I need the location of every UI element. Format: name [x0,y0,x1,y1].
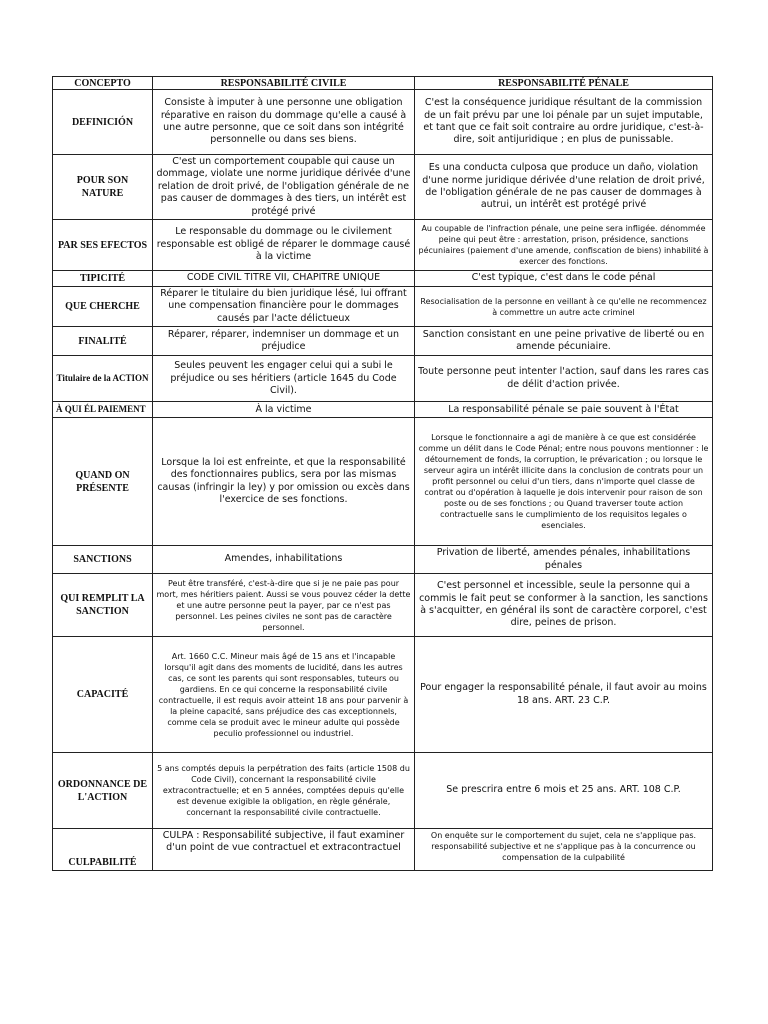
row-culpabilite [53,829,713,871]
civil-cell: À la victime [153,402,415,418]
header-row [53,77,713,90]
header-penal: RESPONSABILITÉ PÉNALE [415,77,713,90]
header-civil: RESPONSABILITÉ CIVILE [153,77,415,90]
row-ordonnance [53,753,713,829]
row-quand-on-presente [53,418,713,546]
concept-cell: À QUI ÉL PAIEMENT [53,402,153,418]
penal-cell: Resocialisation de la personne en veillant à ce qu'elle ne recommencez à commettre un autre acte criminel [415,287,713,327]
row-paiement [53,402,713,418]
penal-cell: C'est la conséquence juridique résultant de la commission de un fait prévu par une loi pénale par un sujet imputable, et tant que ce fait soit contraire au ordre juridique, c'est-à-dire, soit antijuridique ; en plus de punissable. [415,90,713,155]
row-titulaire [53,356,713,402]
penal-cell: Toute personne peut intenter l'action, sauf dans les rares cas de délit d'action privée. [415,356,713,402]
concept-cell: ORDONNANCE DE L'ACTION [53,753,153,829]
civil-cell: Le responsable du dommage ou le civilement responsable est obligé de réparer le dommage causé à la victime [153,220,415,271]
penal-cell: La responsabilité pénale se paie souvent à l'État [415,402,713,418]
concept-cell: PAR SES EFECTOS [53,220,153,271]
concept-cell: CULPABILITÉ [53,829,153,871]
concept-cell: FINALITÉ [53,327,153,356]
concept-cell: POUR SON NATURE [53,155,153,220]
civil-cell: Lorsque la loi est enfreinte, et que la responsabilité des fonctionnaires publics, sera por las mismas causas (infringir la ley) y por omission ou excès dans l'exercice de ses fonctions. [153,418,415,546]
concept-cell: Titulaire de la ACTION [53,356,153,402]
civil-cell: Réparer, réparer, indemniser un dommage et un préjudice [153,327,415,356]
concept-cell: QUI REMPLIT LA SANCTION [53,574,153,637]
civil-cell: Peut être transféré, c'est-à-dire que si je ne paie pas pour mort, mes héritiers paient. Aussi se vous pouvez céder la dette et une autre personne peut la payer, par ce n'est pas personnel. Les peines civiles ne sont pas de caractère personnel. [153,574,415,637]
penal-cell: Lorsque le fonctionnaire a agi de manière à ce que est considérée comme un délit dans le Code Pénal; entre nous pouvons mentionner : le détournement de fonds, la corruption, le prévarication ; ou lorsque le serveur agira un intérêt illicite dans la conclusion de contrats pour un profit personnel ou celui d'un tiers, dans n'importe quel classe de contrat ou d'opération à laquelle je dois intervenir pour raison de son poste ou de ses fonctions ; ou Quand traverser toute action contractuelle sans le cumplimiento de los requisitos legales o esenciales. [415,418,713,546]
penal-cell: Privation de liberté, amendes pénales, inhabilitations pénales [415,546,713,574]
penal-cell: C'est personnel et incessible, seule la personne qui a commis le fait peut se conformer à la sanction, les sanctions à s'acquitter, en général ils sont de caractère corporel, c'est dire, peines de prison. [415,574,713,637]
row-nature [53,155,713,220]
row-tipicite [53,271,713,287]
concept-cell: QUE CHERCHE [53,287,153,327]
penal-cell: Se prescrira entre 6 mois et 25 ans. ART. 108 C.P. [415,753,713,829]
row-sanctions [53,546,713,574]
penal-cell: On enquête sur le comportement du sujet, cela ne s'applique pas. responsabilité subjective et ne s'applique pas à la concurrence ou compensation de la culpabilité [415,829,713,871]
civil-cell: Art. 1660 C.C. Mineur mais âgé de 15 ans et l'incapable lorsqu'il agit dans des moments de lucidité, dans les autres cas, ce sont les parents qui sont responsables, tuteurs ou gardiens. En ce qui concerne la responsabilité civile contractuelle, il est requis avoir atteint 18 ans pour parvenir à la pleine capacité, sans préjudice des cas exceptionnels, comme cela se produit avec le mineur adulte qui possède peculio professionnel ou industriel. [153,637,415,753]
row-efectos [53,220,713,271]
concept-cell: QUAND ON PRÉSENTE [53,418,153,546]
civil-cell: Amendes, inhabilitations [153,546,415,574]
civil-cell: CULPA : Responsabilité subjective, il faut examiner d'un point de vue contractuel et extracontractuel [153,829,415,871]
concept-cell: TIPICITÉ [53,271,153,287]
penal-cell: Au coupable de l'infraction pénale, une peine sera infligée. dénommée peine qui peut être : arrestation, prison, présidence, sanctions pécuniaires (paiement d'une amende, confiscation de biens) inhabilité à exercer des fonctions. [415,220,713,271]
row-capacite [53,637,713,753]
civil-cell: Seules peuvent les engager celui qui a subi le préjudice ou ses héritiers (article 1645 du Code Civil). [153,356,415,402]
row-finalite [53,327,713,356]
row-qui-remplit [53,574,713,637]
row-definicion [53,90,713,155]
civil-cell: 5 ans comptés depuis la perpétration des faits (article 1508 du Code Civil), concernant la responsabilité civile extracontractuelle; et en 5 années, comptées depuis qu'elle est devenue exigible la obligation, en règle générale, concernant la responsabilité civile contractuelle. [153,753,415,829]
penal-cell: Es una conducta culposa que produce un daño, violation d'une norme juridique dérivée d'une relation de droit privé, de l'obligation générale de ne pas causer de dommages à autrui, un intérêt est protégé privé [415,155,713,220]
header-concept: CONCEPTO [53,77,153,90]
row-que-cherche [53,287,713,327]
concept-cell: DEFINICIÓN [53,90,153,155]
comparison-table [52,76,713,871]
penal-cell: Sanction consistant en une peine privative de liberté ou en amende pécuniaire. [415,327,713,356]
penal-cell: Pour engager la responsabilité pénale, il faut avoir au moins 18 ans. ART. 23 C.P. [415,637,713,753]
comparison-table-sheet [52,76,712,871]
civil-cell: Consiste à imputer à une personne une obligation réparative en raison du dommage qu'elle a causé à une autre personne, que ce soit dans son intégrité personnelle ou dans ses biens. [153,90,415,155]
civil-cell: C'est un comportement coupable qui cause un dommage, violate une norme juridique dérivée d'une relation de droit privé, de l'obligation générale de ne pas causer de dommages à des tiers, un intérêt est protégé privé [153,155,415,220]
penal-cell: C'est typique, c'est dans le code pénal [415,271,713,287]
civil-cell: CODE CIVIL TITRE VII, CHAPITRE UNIQUE [153,271,415,287]
concept-cell: SANCTIONS [53,546,153,574]
concept-cell: CAPACITÉ [53,637,153,753]
civil-cell: Réparer le titulaire du bien juridique lésé, lui offrant une compensation financière pour le dommages causés par l'acte délictueux [153,287,415,327]
